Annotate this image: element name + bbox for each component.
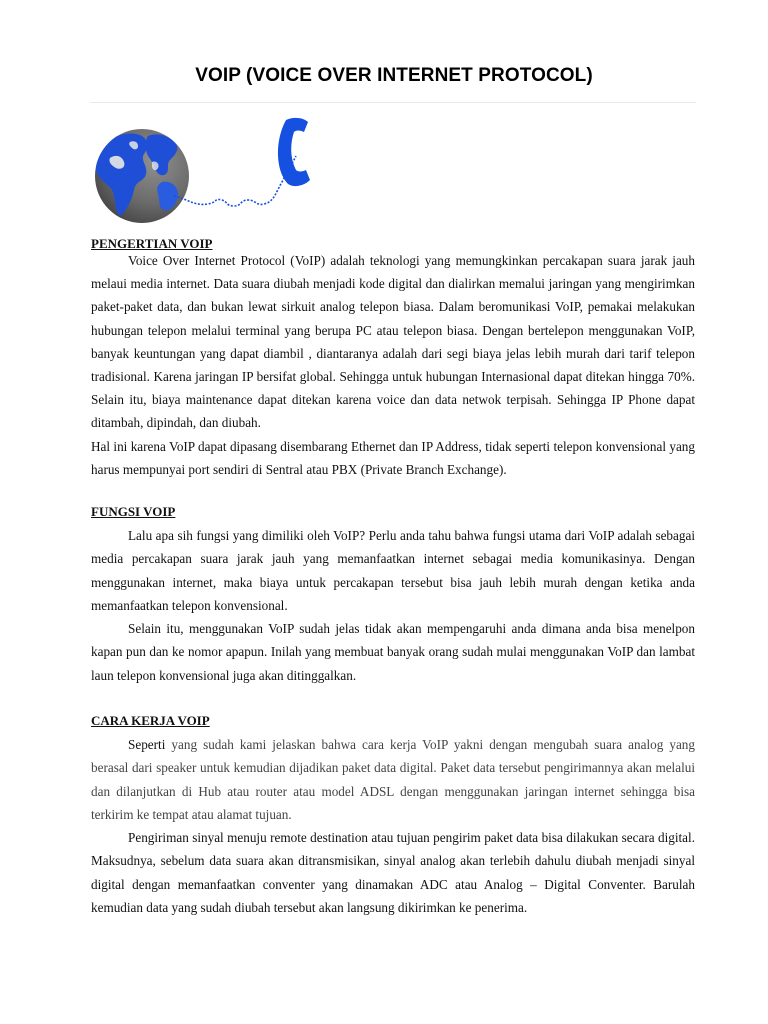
document-title: VOIP (VOICE OVER INTERNET PROTOCOL) <box>195 65 593 86</box>
section-pengertian <box>91 237 695 481</box>
paragraph: Selain itu, menggunakan VoIP sudah jelas tidak akan mempengaruhi anda dimana anda bisa menelpon kapan pun dan ke nomor apapun. Inilah yang membuat banyak orang sudah mulai menggunakan VoIP dan lambat laun telepon konvensional juga akan ditinggalkan. <box>91 621 695 683</box>
paragraph <box>91 733 695 826</box>
paragraph: Voice Over Internet Protocol (VoIP) adalah teknologi yang memungkinkan percakapan suara jarak jauh melaui media internet. Data suara diubah menjadi kode digital dan dialirkan memalui jaringan yang mengirimkan paket-paket data, dan bukan lewat sirkuit analog telepon biasa. Dalam beromunikasi VoIP, pemakai melakukan hubungan telepon melalui terminal yang berupa PC atau telepon biasa. Dengan bertelepon menggunakan VoIP, banyak keuntungan yang dapat diambil , diantaranya adalah dari segi biaya jelas lebih murah dari tarif telepon tradisional. Karena jaringan IP bersifat global. Sehingga untuk hubungan Internasional dapat ditekan hingga 70%. Selain itu, biaya maintenance dapat ditekan karena voice dan data netwok terpisah. Sehingga IP Phone dapat ditambah, dipindah, dan diubah. <box>91 253 695 431</box>
section-fungsi <box>91 505 695 687</box>
title-divider <box>90 102 696 103</box>
paragraph: Pengiriman sinyal menuju remote destination atau tujuan pengirim paket data bisa dilakukan secara digital. Maksudnya, sebelum data suara akan ditransmisikan, sinyal analog akan terlebih dahulu diubah menjadi sinyal digital dengan memanfaatkan conventer yang dinamakan ADC atau Analog – Digital Conventer. Barulah kemudian data yang sudah diubah tersebut akan langsung dikirimkan ke penerima. <box>91 830 695 916</box>
section-heading: CARA KERJA VOIP <box>91 713 210 728</box>
section-cara-kerja <box>91 714 695 919</box>
section-heading: FUNGSI VOIP <box>91 504 176 519</box>
paragraph: Hal ini karena VoIP dapat dipasang disembarang Ethernet dan IP Address, tidak seperti telepon konvensional yang harus mempunyai port sendiri di Sentral atau PBX (Private Branch Exchange). <box>91 438 695 477</box>
phone-cord <box>174 156 296 206</box>
section-heading: PENGERTIAN VOIP <box>91 236 213 251</box>
paragraph-lead: Seperti <box>128 737 166 752</box>
telephone-handset <box>278 118 310 186</box>
paragraph-rest: yang sudah kami jelaskan bahwa cara kerja VoIP yakni dengan mengubah suara analog yang berasal dari speaker untuk kemudian dijadikan paket data digital. Paket data tersebut pengirimannya akan melalui dan dilanjutkan di Hub atau router atau model ADSL dengan menggunakan jaringan internet sehingga bisa terkirim ke tempat atau alamat tujuan. <box>91 737 695 822</box>
globe-with-telephone-handset-icon <box>90 112 320 228</box>
paragraph: Lalu apa sih fungsi yang dimiliki oleh VoIP? Perlu anda tahu bahwa fungsi utama dari VoIP adalah sebagai media percakapan suara jarak jauh yang memanfaatkan internet sebagai media komunikasinya. Dengan menggunakan internet, maka biaya untuk percakapan tersebut bisa jauh lebih murah dengan ketika anda memanfaatkan telepon konvensional. <box>91 528 695 613</box>
